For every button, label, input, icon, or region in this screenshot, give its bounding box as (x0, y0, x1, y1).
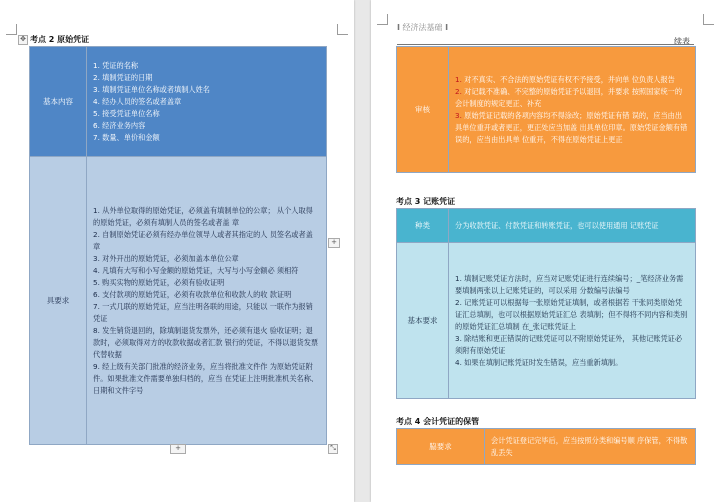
item-text: 对不真实、不合法的原始凭证有权不予接受，并向单 位负责人报告 (461, 74, 675, 84)
section-heading: 考点 2 原始凭证 (30, 35, 90, 44)
original-voucher-table[interactable] (29, 46, 327, 445)
table-row (30, 157, 327, 445)
list-item (455, 74, 689, 86)
item-number: 2. (455, 86, 462, 96)
row-label-types: 种类 (397, 209, 449, 243)
item-text: 对记载不准确、不完整的原始凭证予以退回，并要求 按照国家统一的会计制度的规定更正、补充 (455, 86, 683, 108)
header-bar-icon: I (397, 23, 400, 32)
crop-mark (703, 14, 714, 25)
types-text: 分为收款凭证、付款凭证和转账凭证，也可以使用通用 记账凭证 (449, 209, 696, 243)
list-item: 2. 自制原始凭证必须有经办单位领导人或者其指定的人 员签名或者盖章 (93, 229, 313, 251)
book-title: 经济法基础 (402, 23, 443, 32)
list-item: 3. 对外开出的原始凭证，必须加盖本单位公章 (93, 253, 239, 263)
document-page-left (0, 0, 354, 502)
list-item: 3. 除结账和更正错误的记账凭证可以不附原始凭证外， 其他记账凭证必须附有原始凭证 (455, 333, 683, 355)
crop-mark (6, 24, 17, 35)
storage-text: 会计凭证登记完毕后，应当按照分类和编号顺 序保管，不得散乱丢失 (485, 429, 696, 465)
add-column-button[interactable]: + (328, 238, 340, 248)
list-item (455, 86, 689, 110)
continued-label: 续表 (674, 37, 690, 46)
list-item: 5. 购买实物的原始凭证，必须有验收证明 (93, 277, 225, 287)
crop-mark (337, 24, 348, 35)
row-label-basic: 基本内容 (30, 47, 87, 157)
table-row (397, 243, 696, 399)
list-item: 5. 接受凭证单位名称 (93, 108, 160, 118)
audit-list (449, 47, 696, 173)
item-number: 1. (455, 74, 462, 84)
running-header (397, 22, 448, 33)
list-item: 2. 记账凭证可以根据每一张原始凭证填制，或者根据若 干张同类原始凭证汇总填制，也可以根据原始凭证汇总 表填制；但不得将不同内容和类别的原始凭证汇总填制 在_张记账凭证上 (455, 297, 688, 331)
row-label-storage: 脇要求 (397, 429, 485, 465)
table-row (397, 47, 696, 173)
section-heading: 考点 4 会计凭证的保管 (396, 417, 480, 426)
header-divider (397, 44, 694, 45)
item-number: 3. (455, 110, 462, 120)
add-row-button[interactable]: + (170, 444, 186, 454)
table-row (397, 429, 696, 465)
list-item (455, 110, 689, 146)
list-item: 1. 填制记账凭证方法时，应当对记账凭证进行连续编号；_笔经济业务需要填制两张以上记账凭证的，可以采用 分数编号法编号 (455, 273, 684, 295)
list-item: 7. 一式几联的原始凭证，应当注明各联的用途，只能以 一联作为报销凭证 (93, 301, 313, 323)
table-resize-handle[interactable]: ⤡ (328, 444, 338, 454)
list-item: 9. 经上级有关部门批准的经济业务，应当将批准文件作 为原始凭证附件。如果批准文件需要单独归档的，应当 在凭证上注明批准机关名称、日期和文件字号 (93, 361, 319, 395)
basic-requirements-list (449, 243, 696, 399)
list-item: 3. 填制凭证单位名称或者填制人姓名 (93, 84, 210, 94)
header-bar-icon: I (445, 23, 449, 32)
list-item: 6. 支付款项的原始凭证，必须有收款单位和收款人的收 款证明 (93, 289, 292, 299)
list-item: 8. 发生销货退回的，除填制退货发票外，还必须有退火 验收证明；退款时，必须取得对方的收款收据或者汇款 银行的凭证，不得以退货发票代替收据 (93, 325, 319, 359)
document-page-right (371, 0, 720, 502)
requirements-list (87, 157, 327, 445)
list-item: 4. 经办人员的签名或者盖章 (93, 96, 182, 106)
item-text: 原始凭证记载的各项内容均不得涂改；原始凭证有错 误的，应当由出具单位重开或者更正，更正处应当加盖 出具单位印章。原始凭证金额有错误的，应当由出具单 位重开，不得在原始凭证上更正 (455, 110, 688, 144)
row-label-audit: 审核 (397, 47, 449, 173)
section-heading: 考点 3 记账凭证 (396, 197, 456, 206)
list-item: 6. 经济业务内容 (93, 120, 146, 130)
row-label-requirements: 具要求 (30, 157, 87, 445)
list-item: 4. 凡填有大写和小写金额的原始凭证，大写与小写金额必 须相符 (93, 265, 299, 275)
audit-table[interactable] (396, 46, 696, 173)
table-row (397, 209, 696, 243)
row-label-basic-requirements: 基本要求 (397, 243, 449, 399)
voucher-storage-table[interactable] (396, 428, 696, 465)
list-item: 1. 凭证的名称 (93, 60, 139, 70)
list-item: 7. 数量、单价和金额 (93, 132, 160, 142)
basic-content-list (87, 47, 327, 157)
table-row (30, 47, 327, 157)
list-item: 4. 如果在填制记账凭证时发生错误，应当重新填制。 (455, 357, 623, 367)
table-move-handle[interactable]: ✥ (18, 35, 28, 45)
list-item: 2. 填制凭证的日期 (93, 72, 153, 82)
list-item: 1. 从外单位取得的原始凭证，必须盖有填制单位的公章； 从个人取得的原始凭证，必须有填制人员的签名或者盖 章 (93, 205, 313, 227)
crop-mark (377, 14, 388, 25)
accounting-voucher-table[interactable] (396, 208, 696, 399)
